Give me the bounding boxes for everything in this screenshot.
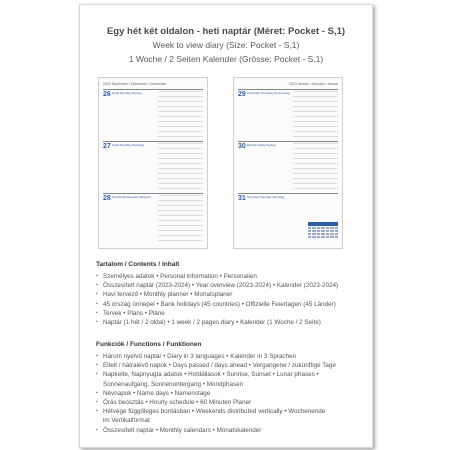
list-item: ▪ Órás beosztás • Hourly schedule • 60 Minuten Planer [96, 398, 366, 407]
title-german: 1 Woche / 2 Seiten Kalender (Grösse: Pocket - S,1) [128, 54, 324, 64]
day-name: Péntek Friday Freitag [247, 143, 276, 147]
day-number: 30 [238, 143, 246, 150]
mini-month-calendar [308, 222, 338, 244]
day-name: Hétfő Monday Montag [112, 91, 142, 95]
diary-left-page [98, 77, 208, 249]
diary-right-page [233, 77, 343, 249]
hour-lines [293, 91, 338, 141]
list-item: ▪ Három nyelvű naptár • Diary in 3 languages • Kalender in 3 Sprachen [96, 352, 366, 361]
list-item: ▪ Naptár (1 hét / 2 oldal) • 1 week / 2 pages diary • Kalender (1 Woche / 2 Seite) [96, 318, 366, 327]
list-item: ▪ Összesített naptár (2023-2024) • Year overview (2023-2024) • Kalender (2023-2024) [96, 281, 366, 290]
list-item: ▪ Tervek • Plans • Pläne [96, 309, 366, 318]
contents-heading: Tartalom / Contents / Inhalt [96, 261, 180, 268]
diary-right-header: 2023 Január • January • Januar [289, 82, 338, 86]
day-name: Kedd Tuesday Dienstag [112, 143, 144, 147]
list-item: ▪ Hétvége függőleges bontásban • Weekends distributed vertically • Wochenende [96, 407, 366, 416]
day-name: Szombat Saturday Samstag [247, 195, 285, 199]
title-hungarian: Egy hét két oldalon - heti naptár (Méret: Pocket - S,1) [106, 26, 346, 37]
day-row [103, 141, 203, 194]
diary-left-header: 2022 December • December • Dezember [103, 82, 167, 86]
title-english: Week to view diary (Size: Pocket - S,1) [152, 40, 300, 50]
hour-lines [158, 91, 203, 141]
contents-list [96, 272, 366, 327]
list-item: ▪ Eltelt / hátralévő napok • Days passed / days ahead • Vergangene / zukünftige Tage [96, 361, 366, 370]
day-row [103, 193, 203, 246]
functions-list [96, 352, 366, 435]
hour-lines [293, 143, 338, 193]
day-row [238, 141, 338, 194]
day-number: 27 [103, 143, 111, 150]
hour-lines [158, 143, 203, 193]
hour-lines [158, 195, 203, 245]
list-item: ▪ Személyes adatok • Personal information • Personalien [96, 272, 366, 281]
day-number: 29 [238, 91, 246, 98]
day-number: 28 [103, 195, 111, 202]
list-item: ▪ Névnapok • Name days • Namenstage [96, 389, 366, 398]
list-item: ▪ Összesített naptár • Monthly calendars • Monatskalender [96, 426, 366, 435]
list-item: ▪ Havi tervező • Monthly planner • Monatsplaner [96, 290, 366, 299]
product-sheet [79, 4, 373, 448]
day-row [103, 89, 203, 142]
list-item: ▪ 45 ország ünnepei • Bank holidays (45 countries) • Offizielle Feiertagen (45 Länder) [96, 300, 366, 309]
list-item: im Vertikalformat [103, 417, 150, 425]
day-number: 31 [238, 195, 246, 202]
day-number: 26 [103, 91, 111, 98]
list-item: Sonnenaufgang, Sonnenuntergang • Mondphasen [103, 380, 244, 388]
day-name: Szerda Wednesday Mittwoch [112, 195, 151, 199]
functions-heading: Funkciók / Functions / Funktionen [96, 341, 202, 348]
day-name: Csütörtök Thursday Donnerstag [247, 91, 290, 95]
list-item: ▪ Napkelte, Napnyugta adatok • Holdállások • Sunrise, Sunset • Lunar phases • [96, 370, 366, 379]
day-row [238, 89, 338, 142]
